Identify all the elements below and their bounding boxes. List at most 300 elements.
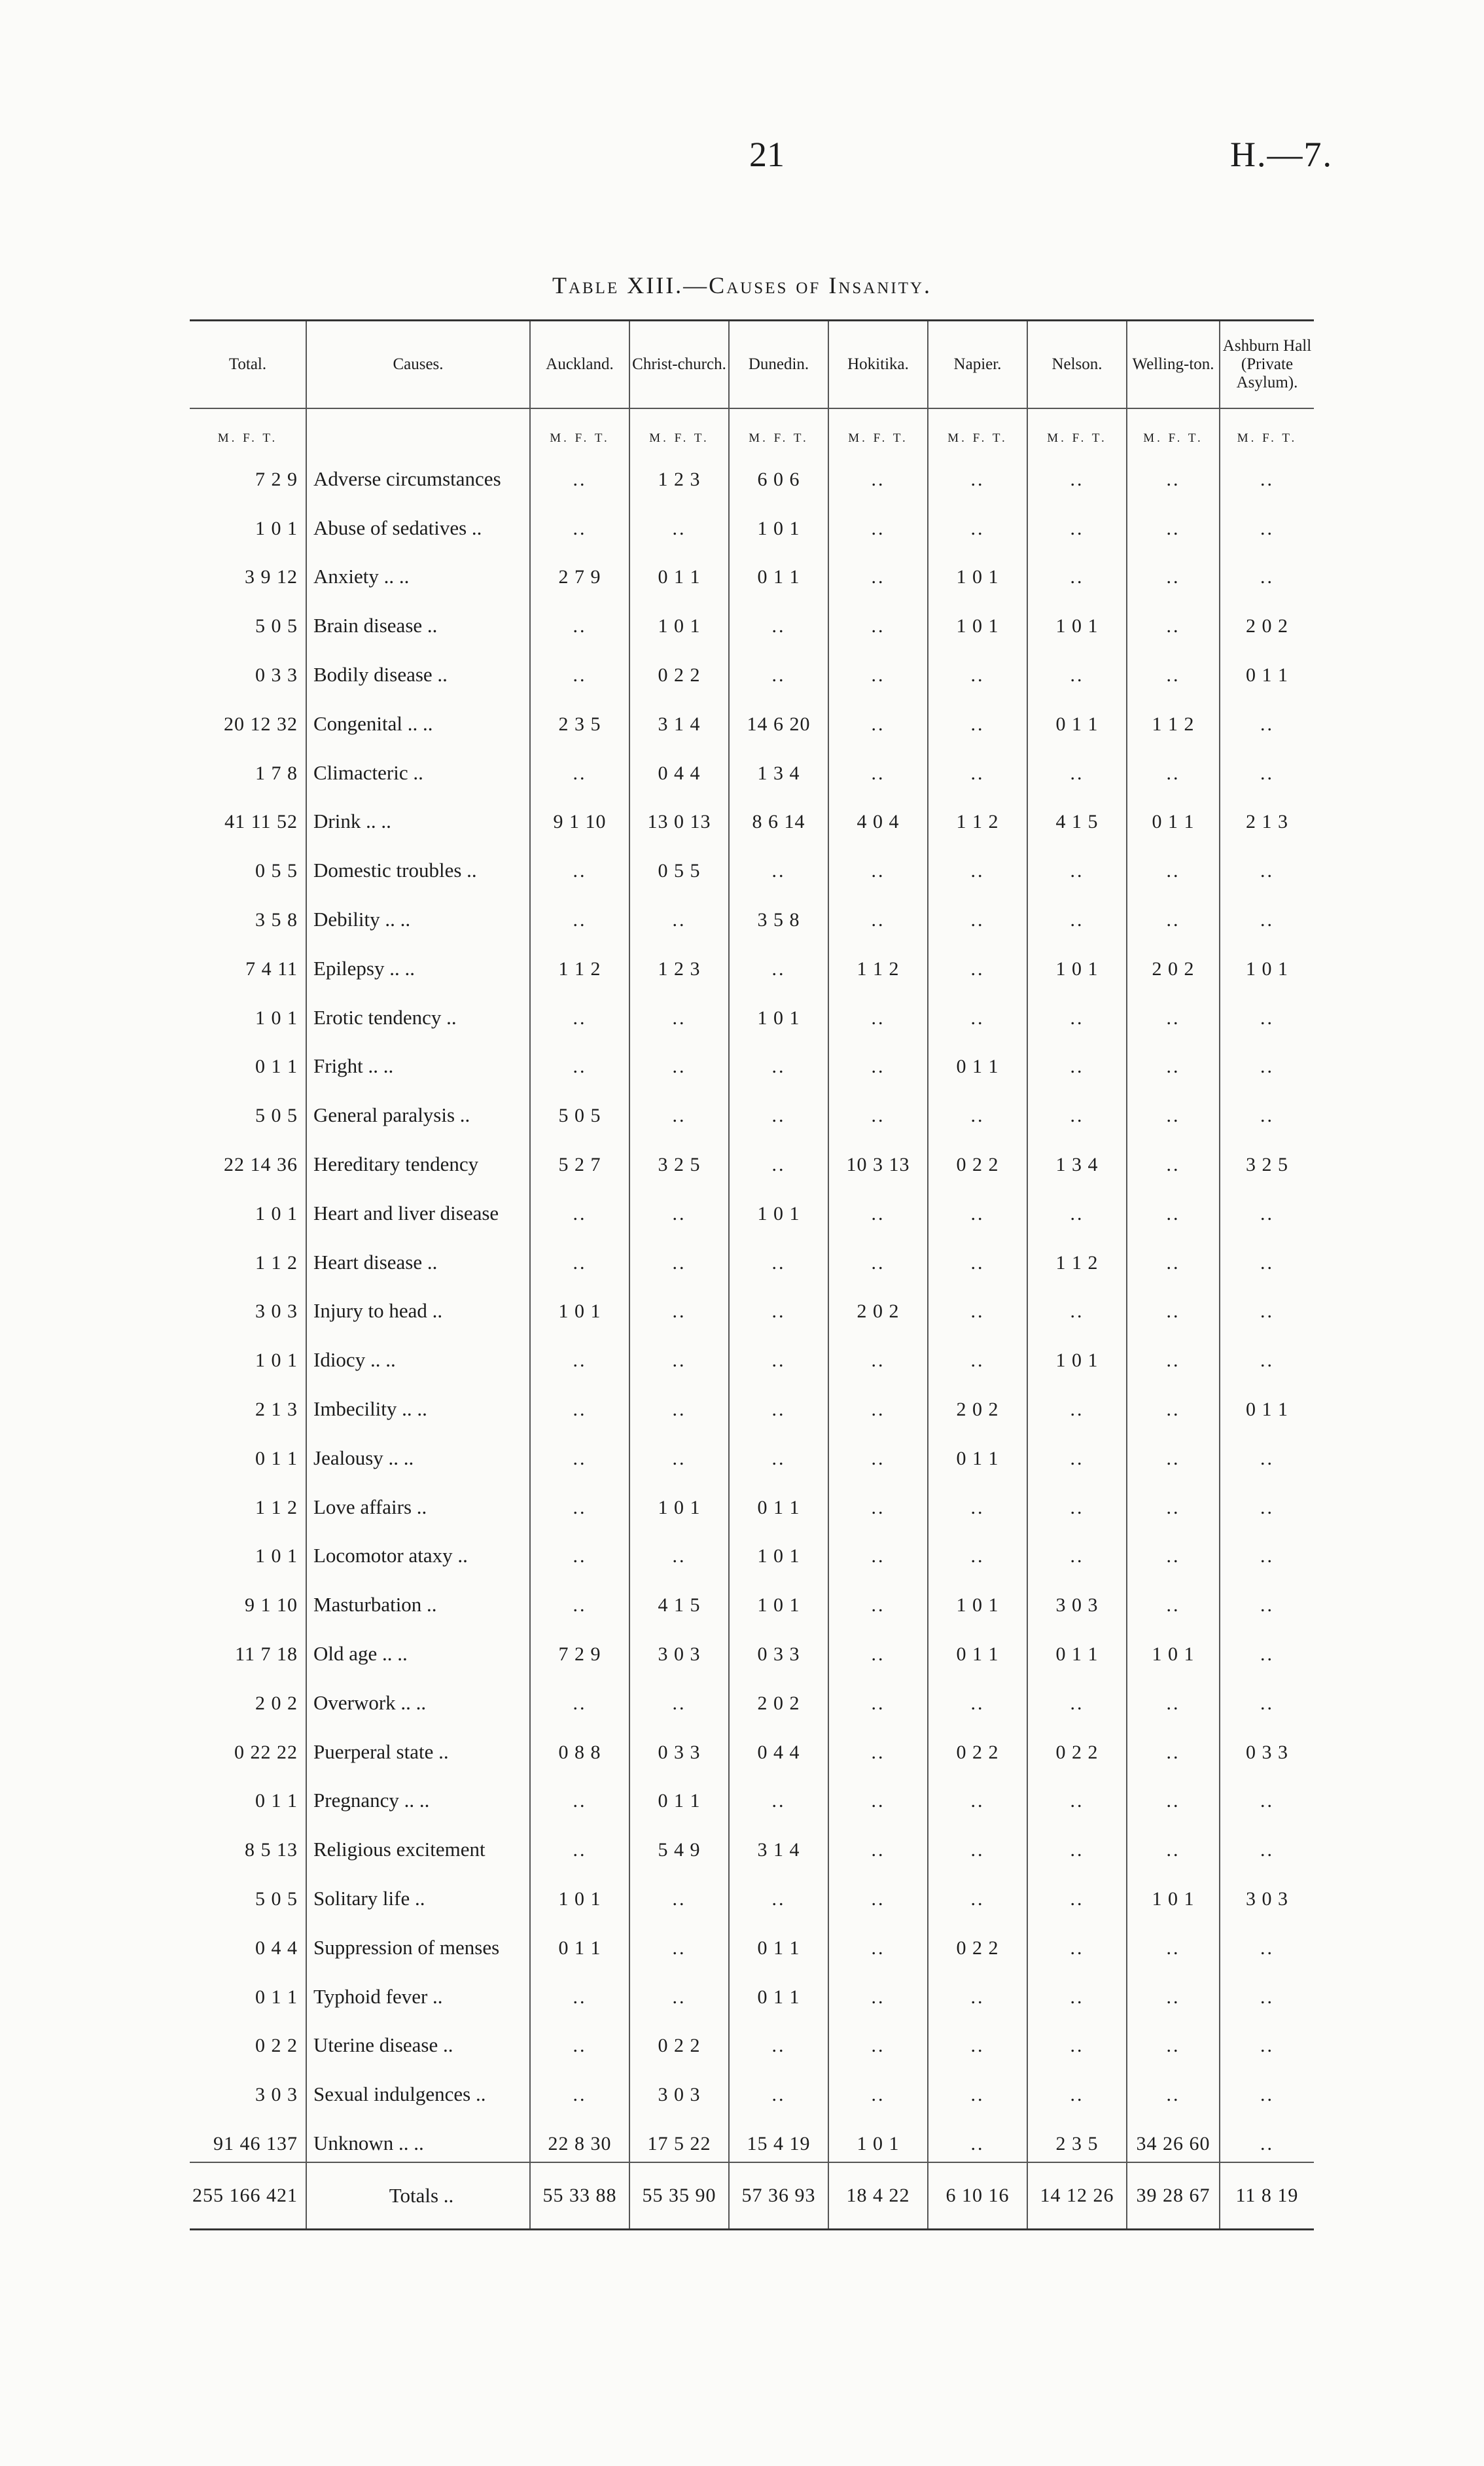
ashburn-cell: .. xyxy=(1260,1937,1274,1959)
auckland-cell: 1 0 1 xyxy=(530,1281,629,1330)
ashburn-cell: .. xyxy=(1260,908,1274,931)
table-row xyxy=(190,1868,1314,1917)
wellington-cell: .. xyxy=(1127,1084,1220,1134)
auckland-cell: 2 3 5 xyxy=(530,693,629,742)
wellington-cell: .. xyxy=(1127,1329,1220,1378)
hokitika-cell: 4 0 4 xyxy=(828,791,928,840)
auckland-cell: .. xyxy=(530,987,629,1036)
total-cell: 3 0 3 xyxy=(190,2064,306,2113)
cause-cell: Totals .. xyxy=(306,2162,530,2230)
cause-cell: Fright .. .. xyxy=(306,1036,530,1085)
christchurch-cell: 55 35 90 xyxy=(629,2162,729,2230)
total-cell: 0 1 1 xyxy=(190,1036,306,1085)
table-row xyxy=(190,1134,1314,1183)
cause-cell: Unknown .. .. xyxy=(306,2113,530,2162)
hokitika-cell: .. xyxy=(828,889,928,938)
dunedin-cell: .. xyxy=(729,938,828,987)
hokitika-cell: .. xyxy=(828,840,928,889)
nelson-cell: .. xyxy=(1027,2064,1127,2113)
christchurch-cell: 4 1 5 xyxy=(629,1574,729,1623)
total-cell: 0 22 22 xyxy=(190,1721,306,1770)
total-cell: 5 0 5 xyxy=(190,1084,306,1134)
auckland-cell: 2 7 9 xyxy=(530,546,629,596)
sub-header-mft: M. F. T. xyxy=(190,408,306,448)
wellington-cell: .. xyxy=(1127,1476,1220,1526)
wellington-cell: .. xyxy=(1127,1427,1220,1476)
napier-cell: .. xyxy=(928,840,1027,889)
ashburn-cell: 1 0 1 xyxy=(1246,957,1288,980)
napier-cell: 1 0 1 xyxy=(928,1574,1027,1623)
hokitika-cell: .. xyxy=(828,497,928,546)
cause-cell: Typhoid fever .. xyxy=(306,1966,530,2015)
napier-cell: .. xyxy=(928,742,1027,791)
ashburn-cell: 3 2 5 xyxy=(1246,1153,1288,1175)
table-row xyxy=(190,1770,1314,1819)
christchurch-cell: .. xyxy=(629,889,729,938)
christchurch-cell: 0 2 2 xyxy=(629,2015,729,2064)
table-row xyxy=(190,1281,1314,1330)
table-row xyxy=(190,840,1314,889)
cause-cell: Suppression of menses xyxy=(306,1917,530,1966)
causes-table-container xyxy=(190,319,1314,2230)
total-cell: 1 7 8 xyxy=(190,742,306,791)
col-header-wellington: Welling-ton. xyxy=(1127,321,1220,409)
ashburn-cell: 11 8 19 xyxy=(1220,2162,1314,2230)
hokitika-cell: .. xyxy=(828,1329,928,1378)
table-row xyxy=(190,2064,1314,2113)
nelson-cell: .. xyxy=(1027,497,1127,546)
napier-cell: .. xyxy=(928,938,1027,987)
cause-cell: Epilepsy .. .. xyxy=(306,938,530,987)
napier-cell: .. xyxy=(928,1819,1027,1868)
table-row xyxy=(190,1623,1314,1672)
wellington-cell: .. xyxy=(1127,1281,1220,1330)
nelson-cell: .. xyxy=(1027,1281,1127,1330)
napier-cell: 0 1 1 xyxy=(928,1036,1027,1085)
wellington-cell: .. xyxy=(1127,1770,1220,1819)
wellington-cell: .. xyxy=(1127,742,1220,791)
ashburn-cell: .. xyxy=(1260,1300,1274,1323)
nelson-cell: .. xyxy=(1027,1183,1127,1232)
cause-cell: Heart disease .. xyxy=(306,1232,530,1281)
cause-cell: Brain disease .. xyxy=(306,595,530,644)
ashburn-cell: .. xyxy=(1260,1790,1274,1812)
table-row xyxy=(190,1183,1314,1232)
christchurch-cell: 0 2 2 xyxy=(629,644,729,693)
dunedin-cell: 1 0 1 xyxy=(729,497,828,546)
ashburn-cell: .. xyxy=(1260,1056,1274,1078)
total-cell: 0 3 3 xyxy=(190,644,306,693)
cause-cell: Uterine disease .. xyxy=(306,2015,530,2064)
dunedin-cell: .. xyxy=(729,1427,828,1476)
napier-cell: .. xyxy=(928,1476,1027,1526)
cause-cell: Bodily disease .. xyxy=(306,644,530,693)
wellington-cell: 1 0 1 xyxy=(1127,1623,1220,1672)
sub-header-mft: M. F. T. xyxy=(1127,408,1220,448)
ashburn-cell: .. xyxy=(1260,517,1274,539)
ashburn-cell: .. xyxy=(1260,1496,1274,1518)
dunedin-cell: .. xyxy=(729,1868,828,1917)
dunedin-cell: 3 5 8 xyxy=(729,889,828,938)
cause-cell: Love affairs .. xyxy=(306,1476,530,1526)
nelson-cell: 1 0 1 xyxy=(1027,595,1127,644)
sub-header-mft: M. F. T. xyxy=(828,408,928,448)
sub-header-mft: M. F. T. xyxy=(729,408,828,448)
ashburn-cell: .. xyxy=(1260,566,1274,588)
nelson-cell: 1 0 1 xyxy=(1027,938,1127,987)
cause-cell: Climacteric .. xyxy=(306,742,530,791)
auckland-cell: .. xyxy=(530,1232,629,1281)
christchurch-cell: 0 1 1 xyxy=(629,546,729,596)
ashburn-cell: .. xyxy=(1260,1986,1274,2008)
hokitika-cell: 2 0 2 xyxy=(828,1281,928,1330)
col-header-auckland: Auckland. xyxy=(530,321,629,409)
ashburn-cell: 0 3 3 xyxy=(1246,1741,1288,1763)
auckland-cell: .. xyxy=(530,1329,629,1378)
wellington-cell: .. xyxy=(1127,1966,1220,2015)
auckland-cell: .. xyxy=(530,1770,629,1819)
christchurch-cell: .. xyxy=(629,1329,729,1378)
hokitika-cell: 1 1 2 xyxy=(828,938,928,987)
nelson-cell: 4 1 5 xyxy=(1027,791,1127,840)
nelson-cell: .. xyxy=(1027,1819,1127,1868)
dunedin-cell: 1 0 1 xyxy=(729,1574,828,1623)
auckland-cell: 5 0 5 xyxy=(530,1084,629,1134)
ashburn-cell: .. xyxy=(1260,1545,1274,1567)
ashburn-cell: .. xyxy=(1260,1643,1274,1665)
hokitika-cell: .. xyxy=(828,1574,928,1623)
auckland-cell: 0 1 1 xyxy=(530,1917,629,1966)
ashburn-cell: .. xyxy=(1260,1839,1274,1861)
hokitika-cell: .. xyxy=(828,546,928,596)
auckland-cell: 55 33 88 xyxy=(530,2162,629,2230)
nelson-cell: .. xyxy=(1027,1868,1127,1917)
nelson-cell: .. xyxy=(1027,1084,1127,1134)
nelson-cell: .. xyxy=(1027,448,1127,497)
napier-cell: .. xyxy=(928,1526,1027,1575)
hokitika-cell: .. xyxy=(828,1819,928,1868)
table-row xyxy=(190,448,1314,497)
napier-cell: .. xyxy=(928,693,1027,742)
christchurch-cell: .. xyxy=(629,1281,729,1330)
auckland-cell: .. xyxy=(530,644,629,693)
hokitika-cell: .. xyxy=(828,1868,928,1917)
col-header-napier: Napier. xyxy=(928,321,1027,409)
col-header-total: Total. xyxy=(190,321,306,409)
wellington-cell: .. xyxy=(1127,1672,1220,1721)
auckland-cell: 9 1 10 xyxy=(530,791,629,840)
table-row xyxy=(190,1329,1314,1378)
auckland-cell: .. xyxy=(530,1966,629,2015)
total-cell: 3 5 8 xyxy=(190,889,306,938)
dunedin-cell: .. xyxy=(729,1281,828,1330)
total-cell: 0 5 5 xyxy=(190,840,306,889)
christchurch-cell: 5 4 9 xyxy=(629,1819,729,1868)
cause-cell: Heart and liver disease xyxy=(306,1183,530,1232)
wellington-cell: .. xyxy=(1127,1134,1220,1183)
dunedin-cell: 1 3 4 xyxy=(729,742,828,791)
dunedin-cell: 15 4 19 xyxy=(729,2113,828,2162)
auckland-cell: 1 0 1 xyxy=(530,1868,629,1917)
nelson-cell: 14 12 26 xyxy=(1027,2162,1127,2230)
table-row xyxy=(190,1232,1314,1281)
napier-cell: .. xyxy=(928,987,1027,1036)
wellington-cell: 2 0 2 xyxy=(1127,938,1220,987)
nelson-cell: 0 1 1 xyxy=(1027,1623,1127,1672)
christchurch-cell: .. xyxy=(629,1232,729,1281)
christchurch-cell: .. xyxy=(629,1966,729,2015)
wellington-cell: 39 28 67 xyxy=(1127,2162,1220,2230)
cause-cell: Adverse circumstances xyxy=(306,448,530,497)
hokitika-cell: .. xyxy=(828,1526,928,1575)
total-cell: 41 11 52 xyxy=(190,791,306,840)
wellington-cell: .. xyxy=(1127,1378,1220,1427)
ashburn-cell: .. xyxy=(1260,1447,1274,1469)
total-cell: 3 0 3 xyxy=(190,1281,306,1330)
napier-cell: .. xyxy=(928,1672,1027,1721)
auckland-cell: .. xyxy=(530,448,629,497)
cause-cell: Overwork .. .. xyxy=(306,1672,530,1721)
cause-cell: Debility .. .. xyxy=(306,889,530,938)
dunedin-cell: 6 0 6 xyxy=(729,448,828,497)
wellington-cell: .. xyxy=(1127,2015,1220,2064)
total-cell: 11 7 18 xyxy=(190,1623,306,1672)
cause-cell: Old age .. .. xyxy=(306,1623,530,1672)
table-row xyxy=(190,1574,1314,1623)
col-header-hokitika: Hokitika. xyxy=(828,321,928,409)
hokitika-cell: .. xyxy=(828,1917,928,1966)
auckland-cell: .. xyxy=(530,1819,629,1868)
cause-cell: Drink .. .. xyxy=(306,791,530,840)
wellington-cell: .. xyxy=(1127,840,1220,889)
cause-cell: Congenital .. .. xyxy=(306,693,530,742)
hokitika-cell: .. xyxy=(828,595,928,644)
col-header-causes: Causes. xyxy=(306,321,530,409)
napier-cell: .. xyxy=(928,497,1027,546)
hokitika-cell: .. xyxy=(828,2064,928,2113)
ashburn-cell: 0 1 1 xyxy=(1246,664,1288,686)
cause-cell: Locomotor ataxy .. xyxy=(306,1526,530,1575)
total-cell: 0 1 1 xyxy=(190,1966,306,2015)
nelson-cell: .. xyxy=(1027,742,1127,791)
dunedin-cell: .. xyxy=(729,1329,828,1378)
ashburn-cell: .. xyxy=(1260,1692,1274,1714)
ashburn-cell: .. xyxy=(1260,2132,1274,2154)
hokitika-cell: .. xyxy=(828,1770,928,1819)
napier-cell: .. xyxy=(928,1183,1027,1232)
dunedin-cell: 0 3 3 xyxy=(729,1623,828,1672)
auckland-cell: .. xyxy=(530,595,629,644)
col-header-ashburn: Ashburn Hall (Private Asylum). xyxy=(1222,337,1312,391)
table-row xyxy=(190,595,1314,644)
hokitika-cell: 1 0 1 xyxy=(828,2113,928,2162)
auckland-cell: 22 8 30 xyxy=(530,2113,629,2162)
nelson-cell: 0 2 2 xyxy=(1027,1721,1127,1770)
cause-cell: Erotic tendency .. xyxy=(306,987,530,1036)
table-row xyxy=(190,1036,1314,1085)
cause-cell: Puerperal state .. xyxy=(306,1721,530,1770)
sub-header-mft: M. F. T. xyxy=(530,408,629,448)
dunedin-cell: .. xyxy=(729,1232,828,1281)
dunedin-cell: .. xyxy=(729,2064,828,2113)
nelson-cell: .. xyxy=(1027,1427,1127,1476)
auckland-cell: .. xyxy=(530,840,629,889)
table-row xyxy=(190,889,1314,938)
wellington-cell: .. xyxy=(1127,1721,1220,1770)
causes-of-insanity-table xyxy=(190,319,1314,2230)
ashburn-cell: .. xyxy=(1260,713,1274,735)
dunedin-cell: .. xyxy=(729,1134,828,1183)
dunedin-cell: .. xyxy=(729,1036,828,1085)
wellington-cell: .. xyxy=(1127,889,1220,938)
nelson-cell: .. xyxy=(1027,1526,1127,1575)
sub-header-mft: M. F. T. xyxy=(928,408,1027,448)
auckland-cell: .. xyxy=(530,889,629,938)
christchurch-cell: 1 2 3 xyxy=(629,938,729,987)
dunedin-cell: 0 1 1 xyxy=(729,546,828,596)
sub-header-mft: M. F. T. xyxy=(1027,408,1127,448)
wellington-cell: .. xyxy=(1127,595,1220,644)
hokitika-cell: .. xyxy=(828,693,928,742)
table-row xyxy=(190,1427,1314,1476)
dunedin-cell: 0 1 1 xyxy=(729,1476,828,1526)
nelson-cell: .. xyxy=(1027,889,1127,938)
napier-cell: 0 2 2 xyxy=(928,1134,1027,1183)
total-cell: 1 0 1 xyxy=(190,1526,306,1575)
christchurch-cell: .. xyxy=(629,1427,729,1476)
nelson-cell: .. xyxy=(1027,1966,1127,2015)
christchurch-cell: .. xyxy=(629,1378,729,1427)
ashburn-cell: .. xyxy=(1260,860,1274,882)
hokitika-cell: .. xyxy=(828,1036,928,1085)
total-cell: 8 5 13 xyxy=(190,1819,306,1868)
wellington-cell: .. xyxy=(1127,1917,1220,1966)
sub-header-blank xyxy=(306,408,530,448)
hokitika-cell: .. xyxy=(828,1672,928,1721)
cause-cell: Anxiety .. .. xyxy=(306,546,530,596)
table-row xyxy=(190,1721,1314,1770)
total-cell: 0 2 2 xyxy=(190,2015,306,2064)
nelson-cell: .. xyxy=(1027,1672,1127,1721)
napier-cell: .. xyxy=(928,889,1027,938)
christchurch-cell: 0 5 5 xyxy=(629,840,729,889)
nelson-cell: .. xyxy=(1027,840,1127,889)
total-cell: 20 12 32 xyxy=(190,693,306,742)
hokitika-cell: .. xyxy=(828,1378,928,1427)
total-cell: 5 0 5 xyxy=(190,1868,306,1917)
hokitika-cell: 18 4 22 xyxy=(828,2162,928,2230)
table-row xyxy=(190,644,1314,693)
hokitika-cell: .. xyxy=(828,1623,928,1672)
christchurch-cell: .. xyxy=(629,1526,729,1575)
table-row xyxy=(190,1378,1314,1427)
total-cell: 0 1 1 xyxy=(190,1427,306,1476)
dunedin-cell: 14 6 20 xyxy=(729,693,828,742)
total-cell: 1 1 2 xyxy=(190,1232,306,1281)
hokitika-cell: .. xyxy=(828,448,928,497)
wellington-cell: .. xyxy=(1127,546,1220,596)
total-cell: 2 0 2 xyxy=(190,1672,306,1721)
napier-cell: .. xyxy=(928,1868,1027,1917)
hokitika-cell: .. xyxy=(828,742,928,791)
table-row xyxy=(190,1819,1314,1868)
ashburn-cell: .. xyxy=(1260,1594,1274,1617)
christchurch-cell: 3 2 5 xyxy=(629,1134,729,1183)
total-cell: 0 4 4 xyxy=(190,1917,306,1966)
table-row xyxy=(190,742,1314,791)
table-row xyxy=(190,938,1314,987)
totals-row xyxy=(190,2162,1314,2230)
wellington-cell: .. xyxy=(1127,1526,1220,1575)
christchurch-cell: 1 0 1 xyxy=(629,595,729,644)
auckland-cell: .. xyxy=(530,2015,629,2064)
nelson-cell: .. xyxy=(1027,987,1127,1036)
auckland-cell: .. xyxy=(530,742,629,791)
ashburn-cell: .. xyxy=(1260,2084,1274,2106)
cause-cell: Domestic troubles .. xyxy=(306,840,530,889)
auckland-cell: .. xyxy=(530,1036,629,1085)
total-cell: 5 0 5 xyxy=(190,595,306,644)
table-row xyxy=(190,1672,1314,1721)
wellington-cell: .. xyxy=(1127,1183,1220,1232)
table-row xyxy=(190,1966,1314,2015)
cause-cell: General paralysis .. xyxy=(306,1084,530,1134)
christchurch-cell: 0 3 3 xyxy=(629,1721,729,1770)
auckland-cell: .. xyxy=(530,1183,629,1232)
ashburn-cell: 2 1 3 xyxy=(1246,811,1288,833)
cause-cell: Jealousy .. .. xyxy=(306,1427,530,1476)
hokitika-cell: .. xyxy=(828,1427,928,1476)
dunedin-cell: .. xyxy=(729,840,828,889)
dunedin-cell: 1 0 1 xyxy=(729,1183,828,1232)
total-cell: 255 166 421 xyxy=(190,2162,306,2230)
total-cell: 7 2 9 xyxy=(190,448,306,497)
hokitika-cell: 10 3 13 xyxy=(828,1134,928,1183)
total-cell: 22 14 36 xyxy=(190,1134,306,1183)
christchurch-cell: .. xyxy=(629,1084,729,1134)
table-body xyxy=(190,408,1314,2229)
dunedin-cell: 8 6 14 xyxy=(729,791,828,840)
ashburn-cell: .. xyxy=(1260,1202,1274,1224)
napier-cell: 0 1 1 xyxy=(928,1427,1027,1476)
total-cell: 1 0 1 xyxy=(190,497,306,546)
christchurch-cell: 3 0 3 xyxy=(629,2064,729,2113)
total-cell: 7 4 11 xyxy=(190,938,306,987)
dunedin-cell: .. xyxy=(729,1378,828,1427)
napier-cell: .. xyxy=(928,2064,1027,2113)
wellington-cell: .. xyxy=(1127,1036,1220,1085)
hokitika-cell: .. xyxy=(828,644,928,693)
table-row xyxy=(190,2113,1314,2162)
auckland-cell: .. xyxy=(530,1574,629,1623)
total-cell: 3 9 12 xyxy=(190,546,306,596)
hokitika-cell: .. xyxy=(828,2015,928,2064)
nelson-cell: .. xyxy=(1027,1476,1127,1526)
nelson-cell: .. xyxy=(1027,1917,1127,1966)
auckland-cell: .. xyxy=(530,2064,629,2113)
dunedin-cell: 1 0 1 xyxy=(729,1526,828,1575)
cause-cell: Sexual indulgences .. xyxy=(306,2064,530,2113)
christchurch-cell: 3 0 3 xyxy=(629,1623,729,1672)
christchurch-cell: 17 5 22 xyxy=(629,2113,729,2162)
dunedin-cell: 0 1 1 xyxy=(729,1966,828,2015)
table-row xyxy=(190,2015,1314,2064)
wellington-cell: .. xyxy=(1127,1232,1220,1281)
ashburn-cell: .. xyxy=(1260,2035,1274,2057)
cause-cell: Solitary life .. xyxy=(306,1868,530,1917)
sub-header-mft: M. F. T. xyxy=(1237,431,1298,445)
nelson-cell: 3 0 3 xyxy=(1027,1574,1127,1623)
